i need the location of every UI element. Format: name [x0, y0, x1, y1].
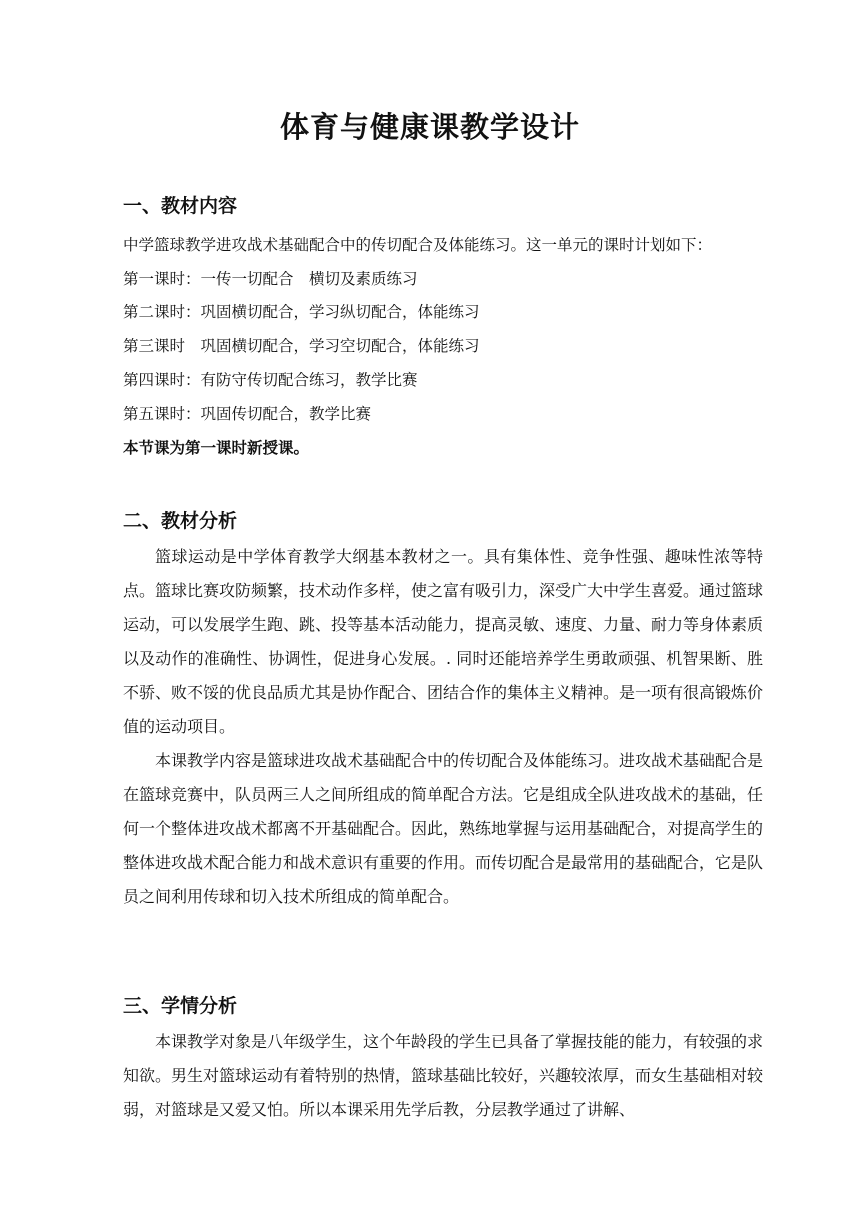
bold-note-line: 本节课为第一课时新授课。 [123, 438, 310, 457]
document-title: 体育与健康课教学设计 [279, 110, 580, 144]
text-line: 第五课时：巩固传切配合，教学比赛 [123, 405, 372, 423]
paragraph: 本课教学内容是篮球进攻战术基础配合中的传切配合及体能练习。进攻战术基础配合是在篮球竞赛中，队员两三人之间所组成的简单配合方法。它是组成全队进攻战术的基础，任何一个整体进攻战术都离不开基础配合。因此，熟练地掌握与运用基础配合，对提高学生的整体进攻战术配合能力和战术意识有重要的作用。而传切配合是最常用的基础配合，它是队员之间利用传球和切入技术所组成的简单配合。 [123, 751, 764, 906]
paragraph: 篮球运动是中学体育教学大纲基本教材之一。具有集体性、竞争性强、趣味性浓等特点。篮球比赛攻防频繁，技术动作多样，使之富有吸引力，深受广大中学生喜爱。通过篮球运动，可以发展学生跑、跳、投等基本活动能力，提高灵敏、速度、力量、耐力等身体素质以及动作的准确性、协调性，促进身心发展。. 同时还能培养学生勇敢顽强、机智果断、胜不骄、败不馁的优良品质尤其是协作配合、团结合作的集体主义精神。是一项有很高锻炼价值的运动项目。 [123, 547, 764, 736]
text-line: 第二课时：巩固横切配合，学习纵切配合，体能练习 [123, 303, 480, 321]
text-line: 第四课时：有防守传切配合练习，教学比赛 [123, 371, 418, 389]
text-line: 中学篮球教学进攻战术基础配合中的传切配合及体能练习。这一单元的课时计划如下： [123, 236, 713, 254]
paragraph: 本课教学对象是八年级学生，这个年龄段的学生已具备了掌握技能的能力，有较强的求知欲。男生对篮球运动有着特别的热情，篮球基础比较好，兴趣较浓厚，而女生基础相对较弱，对篮球是又爱又怕。所以本课采用先学后教，分层教学通过了讲解、 [123, 1032, 764, 1119]
section-heading-textbook-content: 一、教材内容 [123, 195, 238, 217]
text-line: 第一课时：一传一切配合 横切及素质练习 [123, 270, 418, 288]
section-heading-textbook-analysis: 二、教材分析 [123, 510, 238, 532]
text-line: 第三课时 巩固横切配合，学习空切配合，体能练习 [123, 337, 480, 355]
section-heading-student-analysis: 三、学情分析 [123, 995, 238, 1017]
